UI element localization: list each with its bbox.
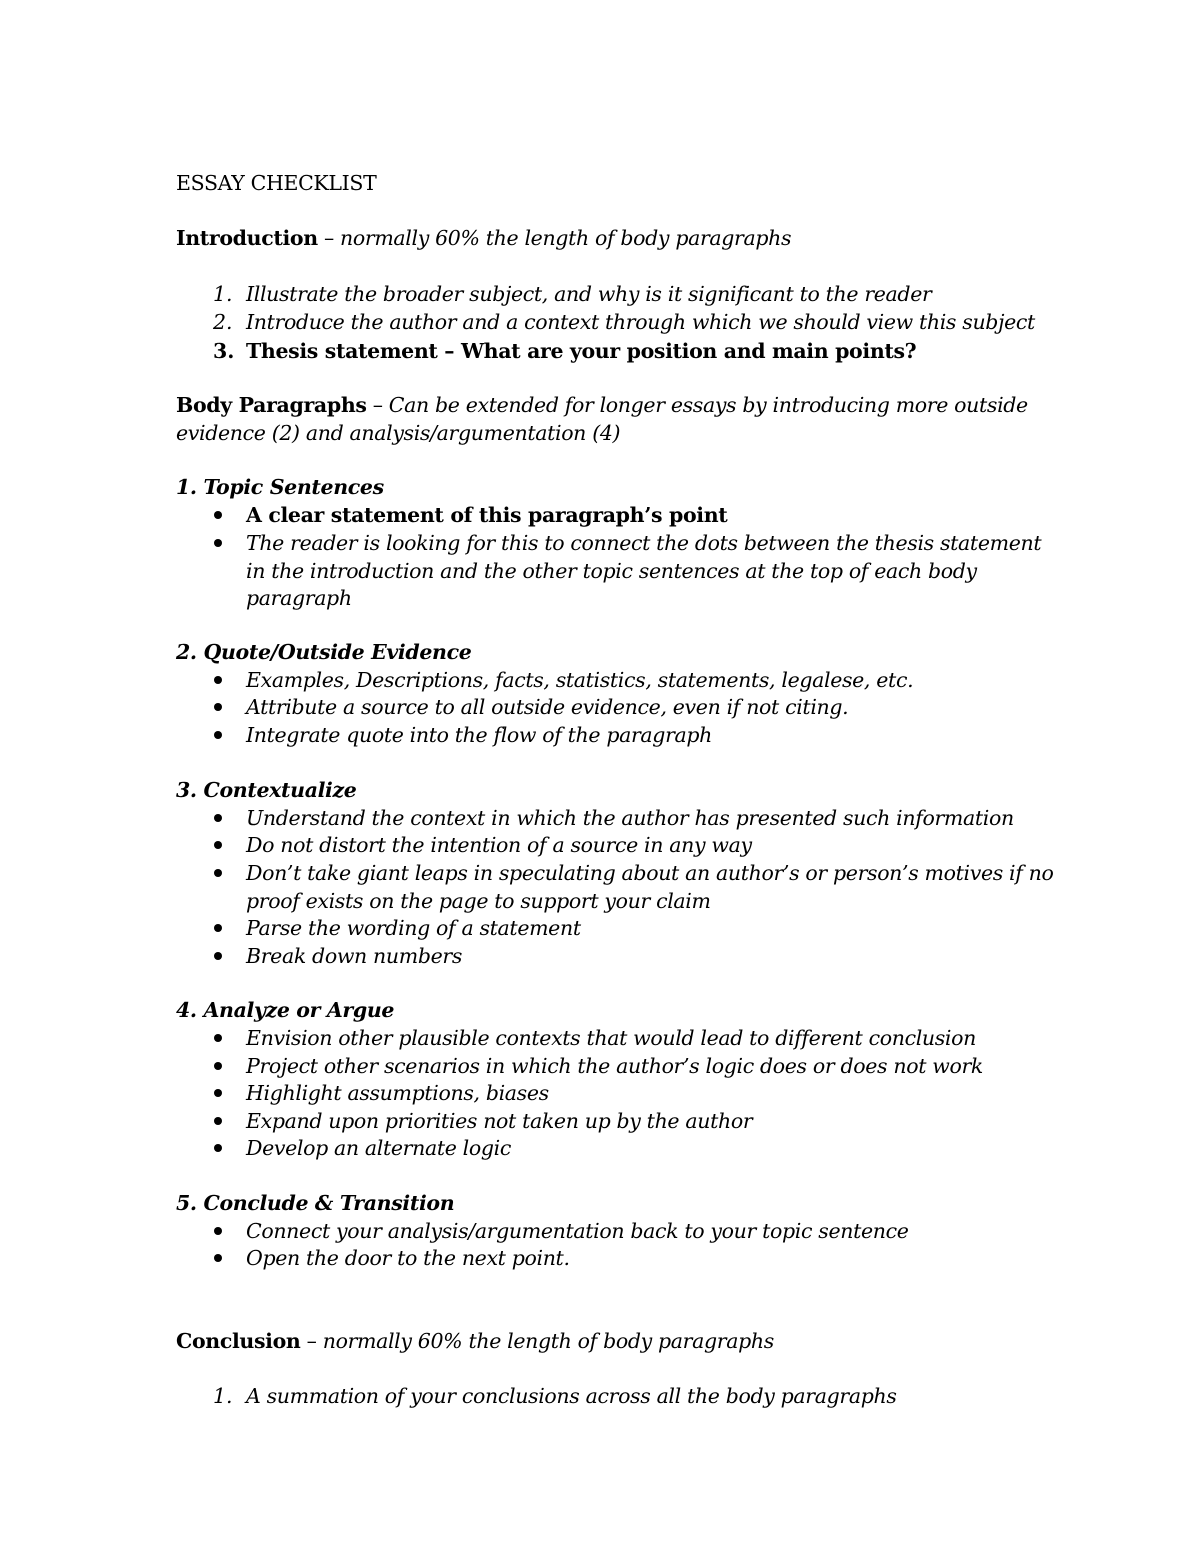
intro-item-2: Introduce the author and a context through which we should view this subject bbox=[246, 310, 1035, 334]
conclusion-heading-line bbox=[176, 1327, 774, 1355]
bullet-item: The reader is looking for this to connect the dots between the thesis statement bbox=[246, 531, 1042, 555]
bullet-item: Envision other plausible contexts that would lead to different conclusion bbox=[246, 1026, 976, 1050]
body-dash: – bbox=[366, 393, 389, 417]
body-note-line-2: evidence (2) and analysis/argumentation (4) bbox=[176, 421, 621, 445]
bullet-icon bbox=[214, 1254, 222, 1262]
document-title: ESSAY CHECKLIST bbox=[176, 171, 377, 195]
conclusion-note: normally 60% the length of body paragraphs bbox=[322, 1329, 774, 1353]
bullet-item: Break down numbers bbox=[246, 944, 463, 968]
bullet-icon bbox=[214, 1117, 222, 1125]
bullet-icon bbox=[214, 731, 222, 739]
bullet-icon bbox=[214, 869, 222, 877]
bullet-item: Develop an alternate logic bbox=[246, 1136, 511, 1160]
conclusion-item-1: A summation of your conclusions across all the body paragraphs bbox=[246, 1384, 897, 1408]
bullet-icon bbox=[214, 924, 222, 932]
bullet-item: Project other scenarios in which the author’s logic does or does not work bbox=[246, 1054, 983, 1078]
introduction-dash: – bbox=[317, 226, 341, 250]
bullet-icon bbox=[214, 1062, 222, 1070]
introduction-note: normally 60% the length of body paragraphs bbox=[340, 226, 792, 250]
conclusion-heading: Conclusion bbox=[176, 1329, 301, 1353]
section-topic-sentences-title: 1. Topic Sentences bbox=[176, 475, 384, 499]
intro-item-2-number: 2. bbox=[213, 310, 233, 334]
bullet-item: Do not distort the intention of a source in any way bbox=[246, 833, 752, 857]
bullet-item-continuation: proof exists on the page to support your claim bbox=[246, 889, 711, 913]
bullet-item: Understand the context in which the author has presented such information bbox=[246, 806, 1014, 830]
bullet-item-continuation: paragraph bbox=[246, 586, 352, 610]
bullet-icon bbox=[214, 1227, 222, 1235]
bullet-icon bbox=[214, 676, 222, 684]
bullet-item: Don’t take giant leaps in speculating about an author’s or person’s motives if no bbox=[246, 861, 1054, 885]
section-contextualize-title: 3. Contextualize bbox=[176, 778, 357, 802]
section-analyze-argue-title: 4. Analyze or Argue bbox=[176, 998, 395, 1022]
bullet-item: Integrate quote into the flow of the paragraph bbox=[246, 723, 713, 747]
intro-item-3-number: 3. bbox=[213, 339, 235, 363]
bullet-item: Connect your analysis/argumentation back to your topic sentence bbox=[246, 1219, 909, 1243]
bullet-icon bbox=[214, 703, 222, 711]
bullet-item: Parse the wording of a statement bbox=[246, 916, 581, 940]
intro-item-3-thesis: Thesis statement – What are your position and main points? bbox=[246, 339, 917, 363]
bullet-icon bbox=[214, 1034, 222, 1042]
bullet-item: Highlight assumptions, biases bbox=[246, 1081, 549, 1105]
bullet-icon bbox=[214, 814, 222, 822]
conclusion-dash: – bbox=[300, 1329, 323, 1353]
bullet-icon bbox=[214, 841, 222, 849]
bullet-item: Open the door to the next point. bbox=[246, 1246, 570, 1270]
intro-item-1-number: 1. bbox=[213, 282, 233, 306]
bullet-icon bbox=[214, 539, 222, 547]
conclusion-item-1-number: 1. bbox=[213, 1384, 233, 1408]
bullet-icon bbox=[214, 952, 222, 960]
introduction-heading-line bbox=[176, 224, 791, 252]
intro-item-1: Illustrate the broader subject, and why is it significant to the reader bbox=[246, 282, 932, 306]
bullet-icon bbox=[214, 511, 222, 519]
bullet-item: Attribute a source to all outside evidence, even if not citing. bbox=[246, 695, 849, 719]
section-quote-evidence-title: 2. Quote/Outside Evidence bbox=[176, 640, 472, 664]
section-conclude-transition-title: 5. Conclude & Transition bbox=[176, 1191, 455, 1215]
body-heading-line bbox=[176, 391, 1028, 419]
body-note-line-1: Can be extended for longer essays by introducing more outside bbox=[388, 393, 1028, 417]
bullet-icon bbox=[214, 1089, 222, 1097]
bullet-item: A clear statement of this paragraph’s point bbox=[246, 503, 728, 527]
bullet-item: Expand upon priorities not taken up by the author bbox=[246, 1109, 753, 1133]
introduction-heading: Introduction bbox=[176, 226, 318, 250]
bullet-icon bbox=[214, 1144, 222, 1152]
bullet-item: Examples, Descriptions, facts, statistics, statements, legalese, etc. bbox=[246, 668, 914, 692]
bullet-item-continuation: in the introduction and the other topic sentences at the top of each body bbox=[246, 559, 977, 583]
body-heading: Body Paragraphs bbox=[176, 393, 367, 417]
